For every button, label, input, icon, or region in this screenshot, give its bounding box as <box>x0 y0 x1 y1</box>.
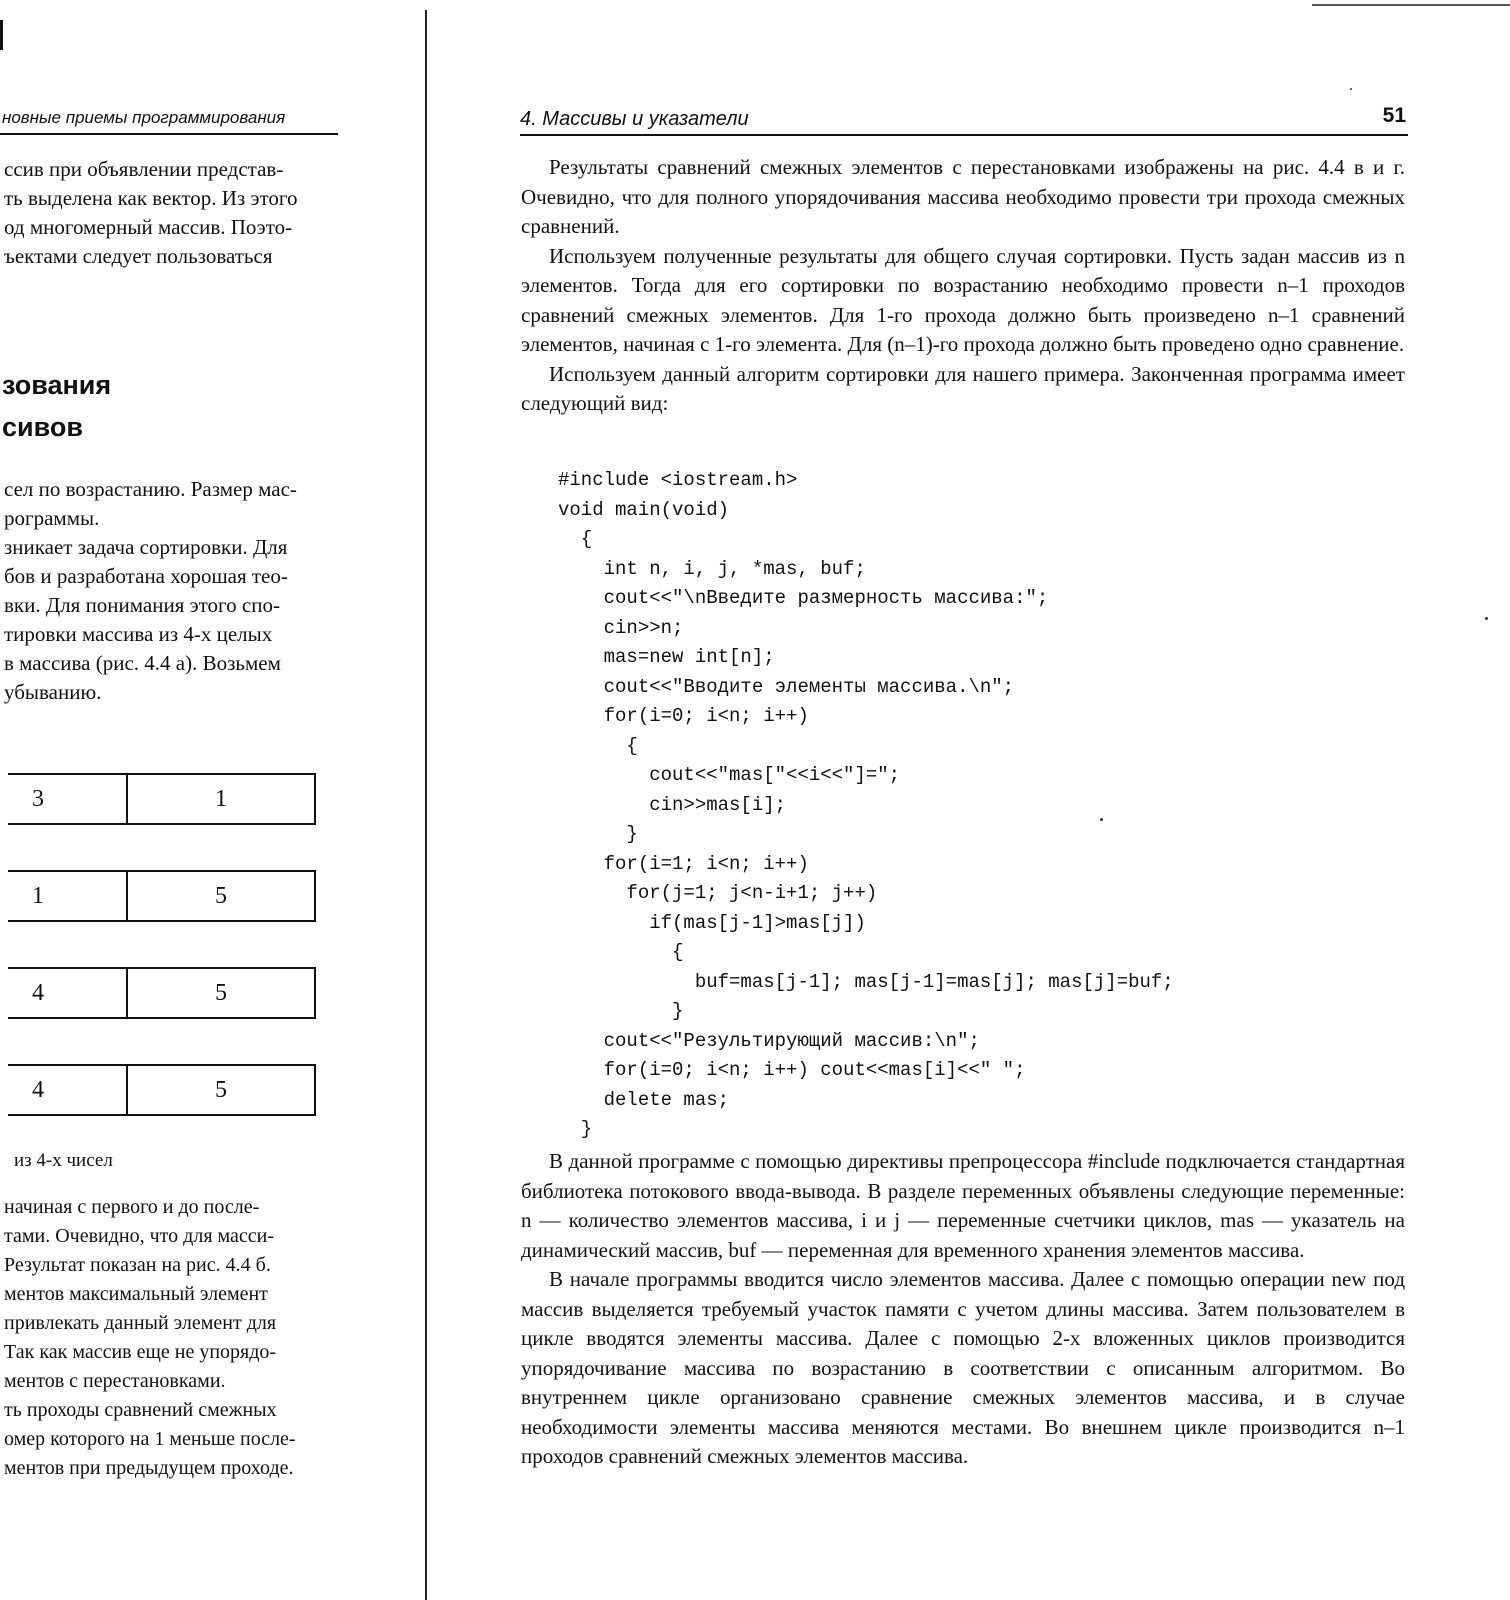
left-section-heading <box>2 364 111 448</box>
scan-speck <box>1350 88 1352 90</box>
array-figure-row <box>8 1064 316 1116</box>
left-line: сел по возрастанию. Размер мас- <box>4 477 297 501</box>
code-line: cout<<"\nВведите размерность массива:"; <box>558 587 1049 609</box>
left-line: ментов с перестановками. <box>4 1370 226 1392</box>
paragraph: Используем данный алгоритм сортировки для нашего примера. Законченная программа имеет следующий вид: <box>521 361 1405 415</box>
left-header-rule <box>0 133 338 135</box>
array-cell: 1 <box>215 786 227 812</box>
code-line: for(j=1; j<n-i+1; j++) <box>558 882 878 904</box>
left-line: тами. Очевидно, что для масси- <box>4 1225 275 1247</box>
paragraph: Результаты сравнений смежных элементов с перестановками изображены на рис. 4.4 в и г. Очевидно, что для полного упорядочивания массива необходимо провести три прохода смежных сравнений. <box>521 155 1405 238</box>
left-line: ть выделена как вектор. Из этого <box>4 186 298 210</box>
code-line: if(mas[j-1]>mas[j]) <box>558 911 866 934</box>
left-line: тировки массива из 4-х целых <box>4 622 273 646</box>
code-line: cout<<"Результирующий массив:\n"; <box>558 1029 980 1052</box>
running-header: 4. Массивы и указатели <box>520 108 749 130</box>
heading-line: сивов <box>2 412 83 442</box>
code-line: { <box>558 528 593 550</box>
page-corner-mark <box>0 20 3 50</box>
scan-speck <box>1100 818 1103 821</box>
body-text-top <box>521 153 1405 419</box>
right-page-header <box>520 104 1406 131</box>
left-line: начиная с первого и до после- <box>4 1196 260 1218</box>
left-middle-text <box>4 475 297 707</box>
header-rule <box>520 134 1408 136</box>
left-line: Так как массив еще не упорядо- <box>4 1341 277 1363</box>
left-line: рограммы. <box>4 506 100 530</box>
left-line: вки. Для понимания этого спо- <box>4 593 280 617</box>
left-line: ментов при предыдущем проходе. <box>4 1457 294 1479</box>
left-line: од многомерный массив. Поэто- <box>4 215 293 239</box>
heading-line: зования <box>2 370 112 400</box>
code-line: for(i=1; i<n; i++) <box>558 852 809 875</box>
array-cell: 4 <box>8 1066 128 1114</box>
left-page <box>0 0 360 1600</box>
array-figure-row <box>8 773 316 825</box>
page-number: 51 <box>1382 104 1406 127</box>
code-line: buf=mas[j-1]; mas[j-1]=mas[j]; mas[j]=buf; <box>558 970 1174 993</box>
left-line: бов и разработана хорошая тео- <box>4 564 288 588</box>
code-line: for(i=0; i<n; i++) cout<<mas[i]<<" "; <box>558 1059 1026 1081</box>
left-line: зникает задача сортировки. Для <box>4 535 288 559</box>
left-line: Результат показан на рис. 4.4 б. <box>4 1254 271 1276</box>
code-line: cout<<"Вводите элементы массива.\n"; <box>558 675 1015 698</box>
code-line: } <box>558 1118 593 1140</box>
left-line: в массива (рис. 4.4 а). Возьмем <box>4 651 281 675</box>
left-line: омер которого на 1 меньше после- <box>4 1428 296 1450</box>
array-cell: 5 <box>215 883 227 909</box>
paragraph: В начале программы вводится число элементов массива. Далее с помощью операции new под массив выделяется требуемый участок памяти с учетом длины массива. Затем пользователем в цикле вводятся элементы массива. Далее с помощью 2-х вложенных циклов производится упорядочивание массива по возрастанию в соответствии с описанным алгоритмом. Во внутреннем цикле организовано сравнение смежных элементов массива, и в случае необходимости элементы массива меняются местами. Во внешнем цикле производится n–1 проходов сравнений смежных элементов массива. <box>521 1267 1405 1468</box>
code-line: cin>>n; <box>558 616 684 639</box>
code-line: mas=new int[n]; <box>558 646 775 668</box>
left-line: убыванию. <box>4 680 102 704</box>
left-line: ъектами следует пользоваться <box>4 244 273 268</box>
code-line: cout<<"mas["<<i<<"]="; <box>558 764 901 786</box>
code-line: delete mas; <box>558 1088 730 1111</box>
left-line: ссив при объявлении представ- <box>4 157 284 181</box>
array-cell: 4 <box>8 969 128 1017</box>
left-line: привлекать данный элемент для <box>4 1312 277 1334</box>
left-line: ментов максимальный элемент <box>4 1283 268 1305</box>
left-bottom-text <box>4 1193 296 1483</box>
left-running-header: новные приемы программирования <box>2 108 286 127</box>
paragraph: Используем полученные результаты для общего случая сортировки. Пусть задан массив из n элементов. Тогда для его сортировки по возрастанию необходимо провести n–1 проходов сравнений смежных элементов. Для 1-го прохода должно быть произведено n–1 сравнений элементов, начиная с 1-го элемента. Для (n–1)-го прохода должно быть проведено одно сравнение. <box>521 243 1405 356</box>
figure-caption: из 4-х чисел <box>14 1150 113 1171</box>
code-line: int n, i, j, *mas, buf; <box>558 557 866 580</box>
array-figure-row <box>8 870 316 922</box>
scan-speck <box>1485 617 1488 620</box>
paragraph: В данной программе с помощью директивы препроцессора #include подключается стандартная библиотека потокового ввода-вывода. В разделе переменных объявлены следующие переменные: n — количество элементов массива, i и j — переменные счетчики циклов, mas — указатель на динамический массив, buf — переменная для временного хранения элементов массива. <box>521 1149 1405 1262</box>
code-line: cin>>mas[i]; <box>558 793 787 816</box>
page-top-edge <box>1312 4 1510 6</box>
array-figure-row <box>8 967 316 1019</box>
left-top-text <box>4 155 297 271</box>
array-cell: 3 <box>8 775 128 823</box>
book-spine <box>425 10 427 1600</box>
code-line: } <box>558 823 638 845</box>
code-line: { <box>558 941 684 963</box>
array-cell: 5 <box>215 980 227 1006</box>
body-text-bottom <box>521 1147 1405 1472</box>
code-line: #include <iostream.h> <box>558 469 798 491</box>
left-line: ть проходы сравнений смежных <box>4 1399 277 1421</box>
array-cell: 1 <box>8 872 128 920</box>
array-cell: 5 <box>215 1077 227 1103</box>
code-listing <box>558 466 1174 1145</box>
code-line: for(i=0; i<n; i++) <box>558 705 809 727</box>
code-line: { <box>558 734 638 757</box>
code-line: } <box>558 1000 684 1022</box>
code-line: void main(void) <box>558 498 730 521</box>
